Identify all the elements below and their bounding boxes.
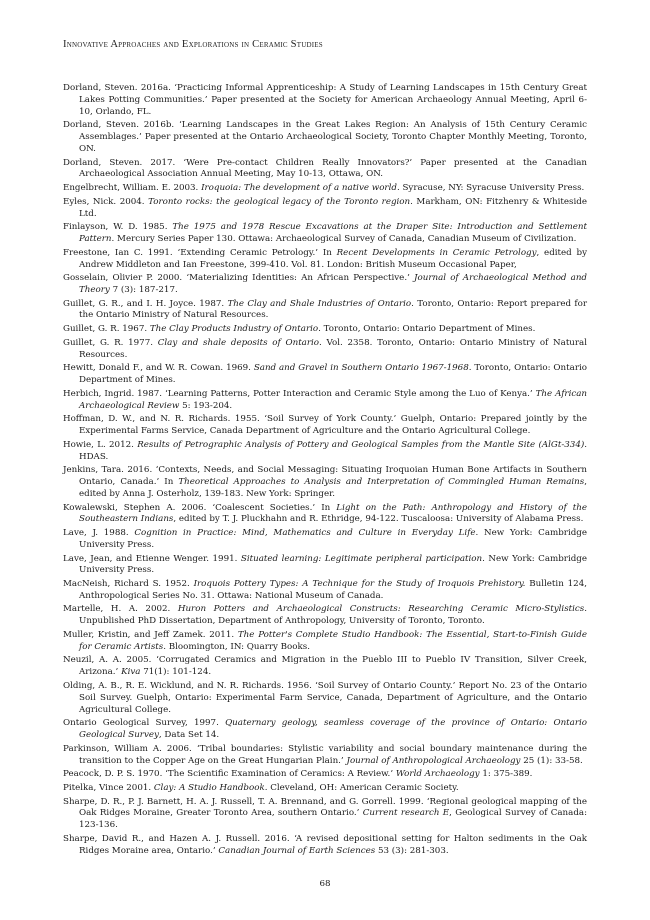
reference-details: 7 (3): 187-217. (109, 284, 178, 295)
reference-text: Gosselain, Olivier P. 2000. ‘Materializing Identities: An African Perspective.’ (63, 273, 415, 284)
reference-title: Toronto rocks: the geological legacy of the Toronto region (148, 196, 411, 207)
reference-details: Unpublished PhD Dissertation, Department of Anthropology, University of Toronto, Toronto. (79, 616, 485, 627)
reference-title: Light on the Path: Anthropology and History of the Southeastern Indians (79, 502, 587, 525)
reference-text: Lave, J. 1988. (63, 528, 135, 539)
reference-details: , Data Set 14. (158, 730, 220, 741)
reference-details: Bulletin 124, Anthropological Series No. 31. Ottawa: National Museum of Canada. (79, 579, 587, 601)
reference-text: Engelbrecht, William. E. 2003. (63, 183, 202, 194)
reference-list (63, 83, 587, 859)
reference-title: Kiva (121, 667, 141, 678)
reference-entry (63, 834, 587, 858)
reference-title: Recent Developments in Ceramic Petrology (336, 247, 537, 258)
reference-entry (63, 197, 587, 221)
reference-details: , edited by Anna J. Osterholz, 139-183. New York: Springer. (79, 477, 587, 499)
reference-title: Journal of Archaeological Method and Theory (79, 273, 587, 295)
reference-details: 1: 375-389. (479, 769, 533, 780)
reference-title: Clay and shale deposits of Ontario (157, 337, 320, 348)
reference-details: . Syracuse, NY: Syracuse University Press. (396, 183, 585, 194)
reference-entry (63, 769, 587, 781)
reference-title: Sand and Gravel in Southern Ontario 1967-1968 (253, 363, 469, 374)
reference-details: . Bloomington, IN: Quarry Books. (163, 641, 311, 652)
reference-title: Cognition in Practice: Mind, Mathematics and Culture in Everyday Life (134, 528, 476, 539)
reference-entry (63, 248, 587, 272)
reference-entry (63, 338, 587, 362)
reference-entry (63, 630, 587, 654)
reference-entry (63, 681, 587, 716)
reference-text: Lave, Jean, and Etienne Wenger. 1991. (63, 553, 241, 564)
running-head: Innovative Approaches and Explorations in Ceramic Studies (63, 39, 323, 50)
reference-entry (63, 579, 587, 603)
reference-text: Muller, Kristin, and Jeff Zamek. 2011. (63, 629, 238, 640)
reference-entry (63, 299, 587, 323)
reference-title: Quaternary geology, seamless coverage of the province of Ontario: Ontario Geological Survey (79, 718, 587, 741)
reference-entry (63, 604, 587, 628)
reference-title: Results of Petrographic Analysis of Pottery and Geological Samples from the Mantle Site (AlGt-334) (137, 439, 585, 450)
reference-entry (63, 83, 587, 118)
reference-title: Situated learning: Legitimate peripheral participation (240, 553, 483, 564)
reference-details: . Toronto, Ontario: Report prepared for the Ontario Ministry of Natural Resources. (79, 298, 587, 321)
reference-text: Guillet, G. R. 1967. (63, 324, 150, 335)
reference-details: . Toronto, Ontario: Ontario Department of Mines. (318, 324, 536, 335)
reference-title: Theoretical Approaches to Analysis and Interpretation of Commingled Human Remains (178, 477, 585, 488)
page-number: 68 (319, 879, 331, 889)
reference-details: . New York: Cambridge University Press. (79, 528, 587, 550)
reference-text: Freestone, Ian C. 1991. ‘Extending Ceramic Petrology.’ In (63, 247, 337, 258)
reference-text: Eyles, Nick. 2004. (63, 196, 149, 207)
reference-entry (63, 363, 587, 387)
reference-entry (63, 120, 587, 155)
reference-text: Neuzil, A. A. 2005. ‘Corrugated Ceramics and Migration in the Pueblo III to Pueblo IV Transition, Silver Creek, Arizona.’ (63, 655, 587, 678)
reference-title: Canadian Journal of Earth Sciences (218, 845, 376, 856)
reference-text: Pitelka, Vince 2001. (63, 782, 154, 793)
reference-title: Clay: A Studio Handbook (153, 782, 265, 793)
reference-details: . Vol. 2358. Toronto, Ontario: Ontario Ministry of Natural Resources. (79, 337, 588, 360)
reference-entry (63, 273, 587, 297)
reference-text: Sharpe, D. R., P. J. Barnett, H. A. J. Russell, T. A. Brennand, and G. Gorrell. 1999. ‘Regional geological mapping of the Oak Ridges Moraine, Greater Toronto Area, southern Ontario.’ (63, 796, 587, 819)
reference-details: 71(1): 101-124. (140, 667, 212, 678)
reference-text: Guillet, G. R., and I. H. Joyce. 1987. (63, 298, 228, 309)
reference-title: The Potter's Complete Studio Handbook: The Essential, Start-to-Finish Guide for Ceramic Artists (79, 629, 587, 652)
reference-details: . Cleveland, OH: American Ceramic Society. (264, 782, 459, 793)
reference-text: MacNeish, Richard S. 1952. (63, 579, 194, 589)
reference-details: . New York: Cambridge University Press. (79, 553, 587, 576)
reference-entry (63, 158, 587, 182)
reference-text: Ontario Geological Survey, 1997. (63, 718, 226, 729)
reference-entry (63, 528, 587, 552)
reference-entry (63, 797, 587, 832)
reference-title: Iroquois Pottery Types: A Technique for the Study of Iroquois Prehistory. (193, 579, 526, 589)
reference-text: Guillet, G. R. 1977. (63, 337, 158, 348)
reference-title: World Archaeology (395, 769, 480, 780)
reference-entry (63, 183, 587, 195)
reference-text: Martelle, H. A. 2002. (63, 604, 178, 615)
reference-text: Hoffman, D. W., and N. R. Richards. 1955. ‘Soil Survey of York County.’ Guelph, Ontario: Prepared jointly by the Experimental Farms Service, Canada Department of Agriculture and the Ontario Agricultural College. (63, 414, 587, 437)
reference-details: . HDAS. (79, 439, 588, 462)
reference-text: Finlayson, W. D. 1985. (63, 222, 173, 233)
reference-entry (63, 389, 587, 413)
reference-text: Dorland, Steven. 2016b. ‘Learning Landscapes in the Great Lakes Region: An Analysis of 15th Century Ceramic Assemblages.’ Paper presented at the Ontario Archaeological Society, Toronto Chapter Monthly Meeting, Toronto, ON. (63, 120, 587, 154)
reference-text: Dorland, Steven. 2017. ‘Were Pre-contact Children Really Innovators?’ Paper presented at the Canadian Archaeological Association Annual Meeting, May 10-13, Ottawa, ON. (63, 157, 587, 180)
reference-entry (63, 744, 587, 768)
reference-details: Mercury Series Paper 130. Ottawa: Archaeological Survey of Canada, Canadian Museum of Civilization. (114, 234, 577, 245)
reference-text: Peacock, D. P. S. 1970. ‘The Scientific Examination of Ceramics: A Review.’ (63, 769, 396, 780)
reference-text: Dorland, Steven. 2016a. ‘Practicing Informal Apprenticeship: A Study of Learning Landscapes in 15th Century Great Lakes Potting Communities.’ Paper presented at the Society for American Archaeology Annual Meeting, April 6-10, Orlando, FL. (63, 83, 587, 117)
reference-details: , Geological Survey of Canada: 123-136. (79, 808, 587, 831)
reference-text: Jenkins, Tara. 2016. ‘Contexts, Needs, and Social Messaging: Situating Iroquoian Human Bone Artifacts in Southern Ontario, Canada.’ In (63, 465, 587, 488)
reference-entry (63, 783, 587, 795)
reference-details: 5: 193-204. (179, 400, 233, 411)
reference-details: , edited by Andrew Middleton and Ian Freestone, 399-410. Vol. 81. London: British Museum Occasional Paper, (79, 247, 587, 270)
reference-title: Current research E (362, 808, 450, 819)
reference-text: Howie, L. 2012. (63, 439, 138, 450)
reference-title: The Clay and Shale Industries of Ontario (227, 298, 412, 309)
reference-title: The Clay Products Industry of Ontario (149, 324, 319, 335)
reference-text: Olding, A. B., R. E. Wicklund, and N. R. Richards. 1956. ‘Soil Survey of Ontario County.’ Report No. 23 of the Ontario Soil Survey. Guelph, Ontario: Experimental Farm Service, Canada, Department of Agriculture, and the Ontario Agricultural College. (63, 680, 587, 715)
reference-entry (63, 503, 587, 527)
reference-entry (63, 324, 587, 336)
reference-entry (63, 554, 587, 578)
reference-entry (63, 718, 587, 742)
reference-details: 53 (3): 281-303. (375, 845, 449, 856)
reference-entry (63, 465, 587, 500)
reference-text: Kowalewski, Stephen A. 2006. ‘Coalescent Societies.’ In (63, 502, 337, 513)
reference-text: Hewitt, Donald F., and W. R. Cowan. 1969. (63, 363, 254, 374)
reference-title: The African Archaeological Review (79, 388, 587, 411)
reference-title: Huron Potters and Archaeological Constructs: Researching Ceramic Micro-Stylistics. (177, 604, 588, 615)
reference-entry (63, 222, 587, 246)
reference-title: Journal of Anthropological Archaeology (346, 755, 521, 766)
reference-entry (63, 440, 587, 464)
reference-text: Parkinson, William A. 2006. ‘Tribal boundaries: Stylistic variability and social boundary maintenance during the transition to the Copper Age on the Great Hungarian Plain.’ (63, 743, 587, 766)
reference-title: Iroquoia: The development of a native world (201, 183, 397, 194)
reference-text: Sharpe, David R., and Hazen A. J. Russell. 2016. ‘A revised depositional setting for Halton sediments in the Oak Ridges Moraine area, Ontario.’ (63, 833, 587, 856)
reference-details: 25 (1): 33-58. (520, 755, 583, 766)
reference-title: The 1975 and 1978 Rescue Excavations at the Draper Site: Introduction and Settlement Pattern. (79, 222, 587, 245)
reference-details: , edited by T. J. Pluckhahn and R. Ethridge, 94-122. Tuscaloosa: University of Alabama Press. (173, 514, 584, 525)
reference-text: Herbich, Ingrid. 1987. ‘Learning Patterns, Potter Interaction and Ceramic Style among the Luo of Kenya.’ (63, 388, 536, 399)
reference-entry (63, 414, 587, 438)
reference-entry (63, 655, 587, 679)
reference-details: . Markham, ON: Fitzhenry & Whiteside Ltd. (79, 196, 587, 219)
reference-details: . Toronto, Ontario: Ontario Department of Mines. (79, 363, 587, 386)
